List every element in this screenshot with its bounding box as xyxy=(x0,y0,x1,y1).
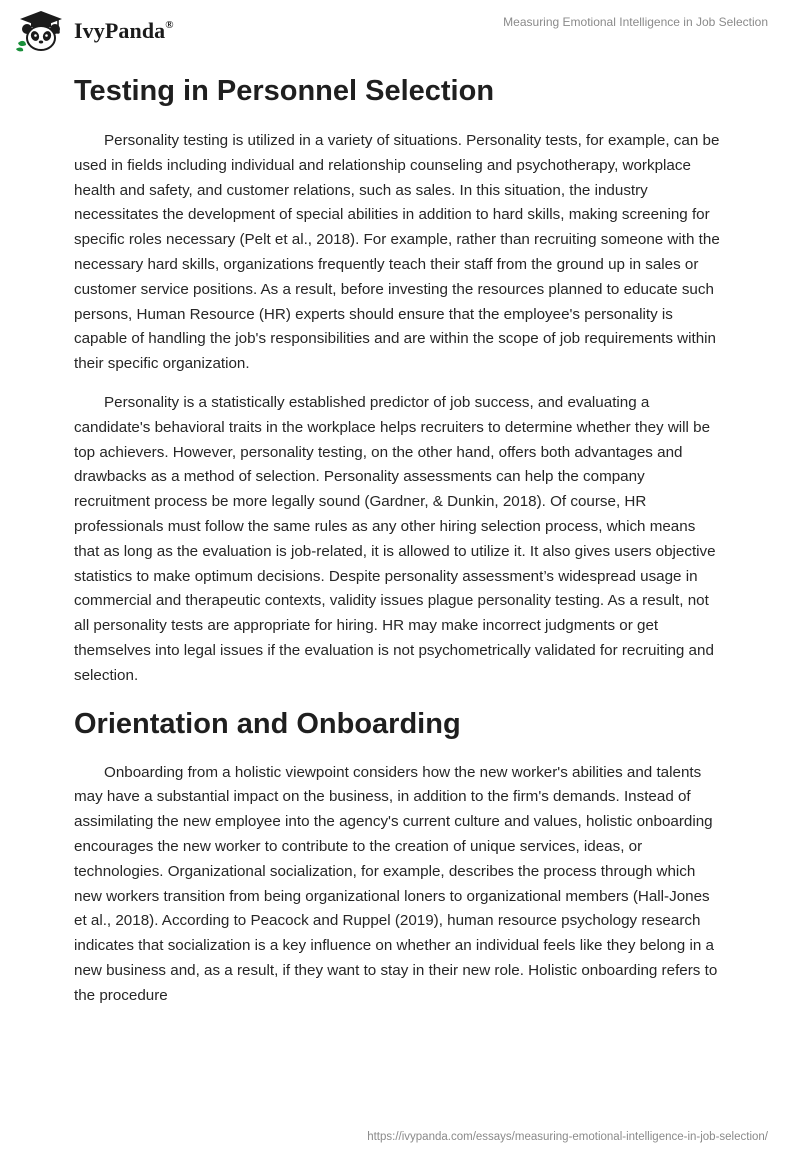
brand-name: IvyPanda® xyxy=(74,18,174,43)
paragraph: Personality is a statistically established predictor of job success, and evaluating a candidate's behavioral traits in the workplace helps recruiters to determine whether they will be top achievers. However, personality testing, on the other hand, offers both advantages and drawbacks as a method of selection. Personality assessments can help the company recruitment process be more legally sound (Gardner, & Dunkin, 2018). Of course, HR professionals must follow the same rules as any other hiring selection process, which means that as long as the evaluation is job-related, it is allowed to utilize it. It also gives users objective statistics to make optimum decisions. Despite personality assessment’s widespread usage in commercial and therapeutic contexts, validity issues plague personality testing. As a result, not all personality tests are appropriate for hiring. HR may make incorrect judgments or get themselves into legal issues if the evaluation is not psychometrically validated for recruiting and selection. xyxy=(74,393,716,684)
source-url-link[interactable]: https://ivypanda.com/essays/measuring-emotional-intelligence-in-job-selection/ xyxy=(367,1131,768,1143)
paragraph: Personality testing is utilized in a variety of situations. Personality tests, for example, can be used in fields including individual and relationship counseling and psychotherapy, workplace health and safety, and customer relations, such as sales. In this situation, the industry necessitates the development of special abilities in addition to hard skills, making screening for specific roles necessary (Pelt et al., 2018). For example, rather than recruiting someone with the necessary hard skills, organizations frequently teach their staff from the ground up in sales or customer service positions. As a result, before investing the resources planned to educate such persons, Human Resource (HR) experts should ensure that the employee's personality is capable of handling the job's responsibilities and are within the scope of job requirements within their specific organization. xyxy=(74,132,720,373)
ivypanda-logo[interactable] xyxy=(14,9,174,53)
panda-graduate-icon xyxy=(14,9,68,53)
document-title: Measuring Emotional Intelligence in Job Selection xyxy=(503,15,768,29)
paragraph: Onboarding from a holistic viewpoint considers how the new worker's abilities and talents may have a substantial impact on the business, in addition to the firm's demands. Instead of assimilating the new employee into the agency's current culture and values, holistic onboarding encourages the new worker to contribute to the creation of unique services, ideas, or technologies. Organizational socialization, for example, describes the process through which new workers transition from being organizational loners to organizational members (Hall-Jones et al., 2018). According to Peacock and Ruppel (2019), human resource psychology research indicates that socialization is a key influence on whether an individual feels like they belong in a new business and, as a result, if they want to stay in their new role. Holistic onboarding refers to the procedure xyxy=(74,763,718,1004)
section-heading: Orientation and Onboarding xyxy=(74,707,461,740)
essay-content xyxy=(74,70,724,1023)
section-heading: Testing in Personnel Selection xyxy=(74,75,495,107)
page-header xyxy=(0,0,800,60)
